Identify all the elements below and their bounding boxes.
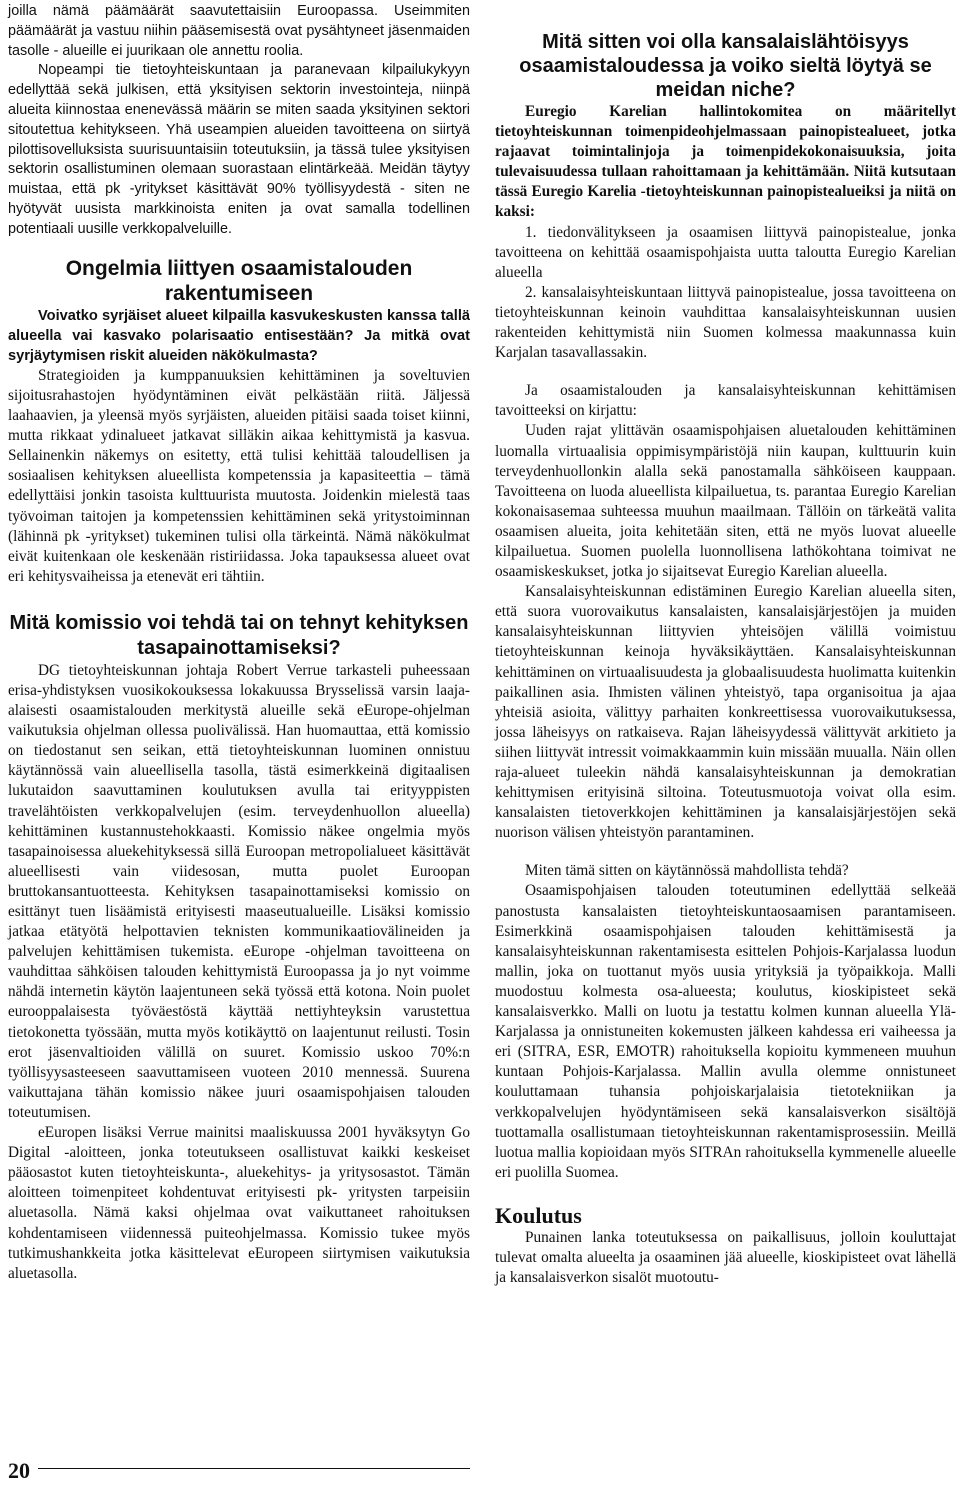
left-paragraph-5: eEuropen lisäksi Verrue mainitsi maaliskuussa 2001 hyväksytyn Go Digital -aloitteen, jonka toteutukseen osallistuvat kaikki keskeiset pääosastot kuten tietoyhteiskunta-, aluekehitys- ja yritysosastot. Tämän aloitteen toimenpiteet kohdentuvat erityisesti pk- yritysten tarpeisiin aluetasolla. Nämä kaksi ohjelmaa ovat vaikuttaneet rahoituksen kohdentamiseen viidennessä puiteohjelmassa. Komissio tukee myös tutkimushankkeita jotka käsittelevat eEuropeen siirtymisen vaikutuksia aluetasolla.	[8, 1124, 470, 1282]
right-paragraph-6: Osaamispohjaisen talouden toteutuminen edellyttää selkeää panostusta kansalaisten tietoyhteiskuntaosaamisen parantamiseen. Esimerkkinä osaamispohjaisen talouden kehittämisestä ja kansalaisyhteiskunnan rakentamisesta esittelen Pohjois-Karjalassa luodun mallin, joka on tuottanut myös uusia yrityksiä ja työpaikkoja. Malli muodostuu kolmesta osa-alueesta; koulutus, kioskipisteet sekä kansalaisverkko. Malli on luotu ja testattu kolmen kunnan alueella Ylä-Karjalassa ja onnistuneiten kokemusten jälkeen kahdessa eri vaiheessa ja eri (SITRA, ESR, EMOTR) rahoituksella kopioitu kymmeneen muuhun kuntaan Pohjois-Karjalassa. Mallin avulla olemme onnistuneet kouluttamaan tuhansia pohjoiskarjalaisia tietotekniikan ja verkkopalvelujen hyödyntämiseen sekä kansalaisverkon sisältöjä tuottamalla osallistumaan tietoyhteiskunnan rakentamisprosessiin. Meillä luotua mallia kopioidaan myös SITRAn rahoituksella kymmenelle alueelle eri puolilla Suomea.	[495, 882, 956, 1181]
left-paragraph-3: Strategioiden ja kumppanuuksien kehittäminen ja soveltuvien sijoitusrahastojen hyödyntäminen eivät pelkästään riitä. Jäljessä laahaavien, ja yleensä myös syrjäisten, alueiden pitäisi saada toiset kiinni, mutta rikkaat ydinalueet jatkavat silläkin aikaa kehittymistä ja kasvua. Sellainenkin näkemys on esitetty, että tulisi kehittää taloudellisen ja sosiaalisen kehityksen alueellista kompetenssia ja kapasiteettia – tämä edellyttäisi jonkin tasoista kulttuurista muutosta. Joidenkin mielestä taas työvoiman taitojen ja kompetenssien kehittäminen sekä yritystoiminnan (lähinnä pk -yritykset) tukeminen tulisi olla tärkeintä. Nämä näkökulmat eivät kuitenkaan ole keskenään ristiriidassa. Joka tapauksessa alueet ovat eri kehitysvaiheissa ja etenevät eri tähtiin.	[8, 366, 470, 585]
right-paragraph-5: Miten tämä sitten on käytännössä mahdollista tehdä?	[525, 862, 849, 880]
left-paragraph-2: Nopeampi tie tietoyhteiskuntaan ja paranevaan kilpailukykyyn edellyttää sekä julkisen, että yksityisen sektorin investointeja, niinpä alueita kiinnostaa enenevässä määrin se miten saada yksityinen sektori sitoutettua kehitykseen. Yhä useampien alueiden tavoitteena on siirtyä pilottisovelluksista suurisuuntaisiin toteutuksiin, ja tässä tulee yksityisen sektorin osallistuminen olemaan suorastaan elintärkeää. Meidän täytyy muistaa, että pk -yritykset käsittävät 90% työllisyydestä - siten ne hyötyvät uusista markkinoista eniten ja ovat samalla todellinen potentiaali uusille verkkopalveluille.	[8, 62, 470, 237]
left-paragraph-1: joilla nämä päämäärät saavutettaisiin Euroopassa. Useimmiten päämäärät ja vastuu niihin pääsemisestä ovat pysähtyneet jäsenmaiden tasolle - alueille ei juurikaan ole annettu roolia.	[8, 3, 470, 59]
page-number: 20	[8, 1458, 30, 1483]
list-item-1: 1. tiedonvälitykseen ja osaamisen liittyvä painopistealue, jonka tavoitteena on kehittää osaamispohjaista uutta taloutta Euregio Karelian alueella	[495, 223, 956, 281]
left-paragraph-4: DG tietoyhteiskunnan johtaja Robert Verrue tarkasteli puheessaan erisa-yhdistyksen vuosikokouksessa lokakuussa Brysselissä varsin laaja-alaisesti osaamistalouden merkitystä alueille sekä eEurope-ohjelman vaikutuksia ohjelman ollessa puolivälissä. Han huomauttaa, että komissio on tiedostanut sen seikan, että tietoyhteiskunnan luominen onnistuu käytännössä vain alueellisella tasolla, tästä esimerkkeinä digitaalisen lukutaidon saavuttaminen koulutuksen avulla tai erityyppisten travelähtöisten verkkopalvelujen (esim. terveydenhuollon alueella) kehittäminen kustannustehokkaasti. Komissio näkee ongelmia myös tasapainoisessa aluekehityksessä sillä Euroopan metropolialueet käsittävät alueellisesti vain viidesosan, mutta puolet Euroopan bruttokansantuotteesta. Kehityksen tasapainottamiseksi komissio on esittänyt tuen lisäämistä erityisesti maaseutualueille. Lisäksi komissio jatkaa etätyötä helpottavien teknisten kommunikaatiovälineiden ja palvelujen kehittämisen tukemista. eEurope -ohjelman tavoitteena on vauhdittaa sähköisen talouden kehittymistä Euroopassa ja jo nyt voimme nähdä internetin käytön laajentuneen sekä työssä että kotona. Noin puolet eurooppalaisesta työväestöstä käyttää nettiyhteyksin varustettua tietokonetta työssään, mutta myös kotikäyttö on laajentunut reilusti. Tosin erot jäsenvaltioiden välillä on suuret. Komissio uskoo 70%:n työllisyysasteeseen saavuttamiseen vuoteen 2010 mennessä. Suurena vaikuttajana tähän komissio näkee juuri osaamispohjaisen talouden toteutumisen.	[8, 661, 470, 1121]
list-item-2: 2. kansalaisyhteiskuntaan liittyvä painopistealue, jossa tavoitteena on tietoyhteiskunnan keinoin vauhdittaa kansalaisyhteiskunnan uusien rakenteiden kehittymistä niin Suomen kolmessa maakunnassa kuin Karjalan tasavallassakin.	[495, 283, 956, 362]
right-paragraph-intro: Euregio Karelian hallintokomitea on määritellyt tietoyhteiskunnan toimenpideohjelmassaan painopistealueet, jotka rajaavat toimintalinjoja ja toimenpidekokonaisuuksia, joita tulevaisuudessa tullaan rahoittamaan ja kehittämään. Niitä kutsutaan tässä Euregio Karelia -tietoyhteiskunnan painopistealueiksi ja niitä on kaksi:	[495, 103, 956, 221]
right-paragraph-2: Ja osaamistalouden ja kansalaisyhteiskunnan kehittämisen tavoitteeksi on kirjattu:	[495, 382, 956, 420]
question-kilpailu: Voivatko syrjäiset alueet kilpailla kasvukeskusten kanssa tallä alueella vai kasvako polarisaatio entisestään? Ja mitkä ovat syrjäytymisen riskit alueiden näkökulmasta?	[8, 307, 470, 364]
heading-kansalaislahtoisyys: Mitä sitten voi olla kansalaislähtöisyys osaamistaloudessa ja voiko sieltä löytyä se meidan niche?	[519, 31, 932, 101]
right-paragraph-3: Uuden rajat ylittävän osaamispohjaisen aluetalouden kehittäminen luomalla virtuaalisia oppimisympäristöjä niin kaupan, kulttuurin kuin terveydenhuollonkin alalla sekä panostamalla sähköiseen kauppaan. Tavoitteena on luoda alueellista kilpailuetua, ts. parantaa Euregio Karelian kokonaisasemaa suhteessa muuhun maailmaan. Tällöin on tärkeätä valita osaamisen alueita, joita kehitetään siten, että ne myös luovat alueelle kilpailuetua. Suomen puolella luonnollisena lathökohtana toimivat ne osaamiskeskukset, jotka jo sijaitsevat Euregio Karelian alueella.	[495, 422, 956, 581]
right-column	[495, 30, 956, 1288]
heading-ongelmia: Ongelmia liittyen osaamistalouden rakentumiseen	[65, 256, 413, 305]
footer-rule	[38, 1468, 470, 1469]
right-paragraph-4: Kansalaisyhteiskunnan edistäminen Euregio Karelian alueella siten, että suora vuorovaikutus kansalaisten, kansalaisjärjestöjen ja muiden kansalaisyhteiskunnan liittyvien yhteisöjen välillä voimistuu tietoyhteiskunnan keinoja hyväksikäyttäen. Kansalaisyhteiskunnan kehittäminen on virtuaalisuudesta ja globaalisuudesta huolimatta kuitenkin paikallinen asia. Ihmisten välinen yhteistyö, tapa organisoitua ja ajaa yhteisiä asioita, välittyy parhaiten konkreettisessa vuorovaikutuksessa, jossa läheisyys on ratkaiseva. Rajan läheisyydessä välittyvät arkitieto ja siihen liittyvät intressit voimakkaammin kuin missään muualla. Näin ollen raja-alueet tuleekin nähdä kansalaisyhteiskunnan ja demokratian kehittymisen erityisinä siltoina. Toteutusmuotoja voivat olla esim. kansalaisten tietoverkkojen kehittäminen ja kansalaisjärjestöjen sekä nuorison välisen yhteistyön parantaminen.	[495, 583, 956, 842]
right-paragraph-7: Punainen lanka toteutuksessa on paikallisuus, jolloin kouluttajat tulevat omalta alueelta ja osaaminen jää alueelle, kioskipisteet ovat lähellä ja kansalaisverkon sisalöt muotoutu-	[495, 1228, 956, 1287]
heading-komissio: Mitä komissio voi tehdä tai on tehnyt kehityksen tasapainottamiseksi?	[9, 611, 469, 659]
heading-koulutus: Koulutus	[495, 1202, 582, 1228]
left-column	[8, 2, 470, 1284]
